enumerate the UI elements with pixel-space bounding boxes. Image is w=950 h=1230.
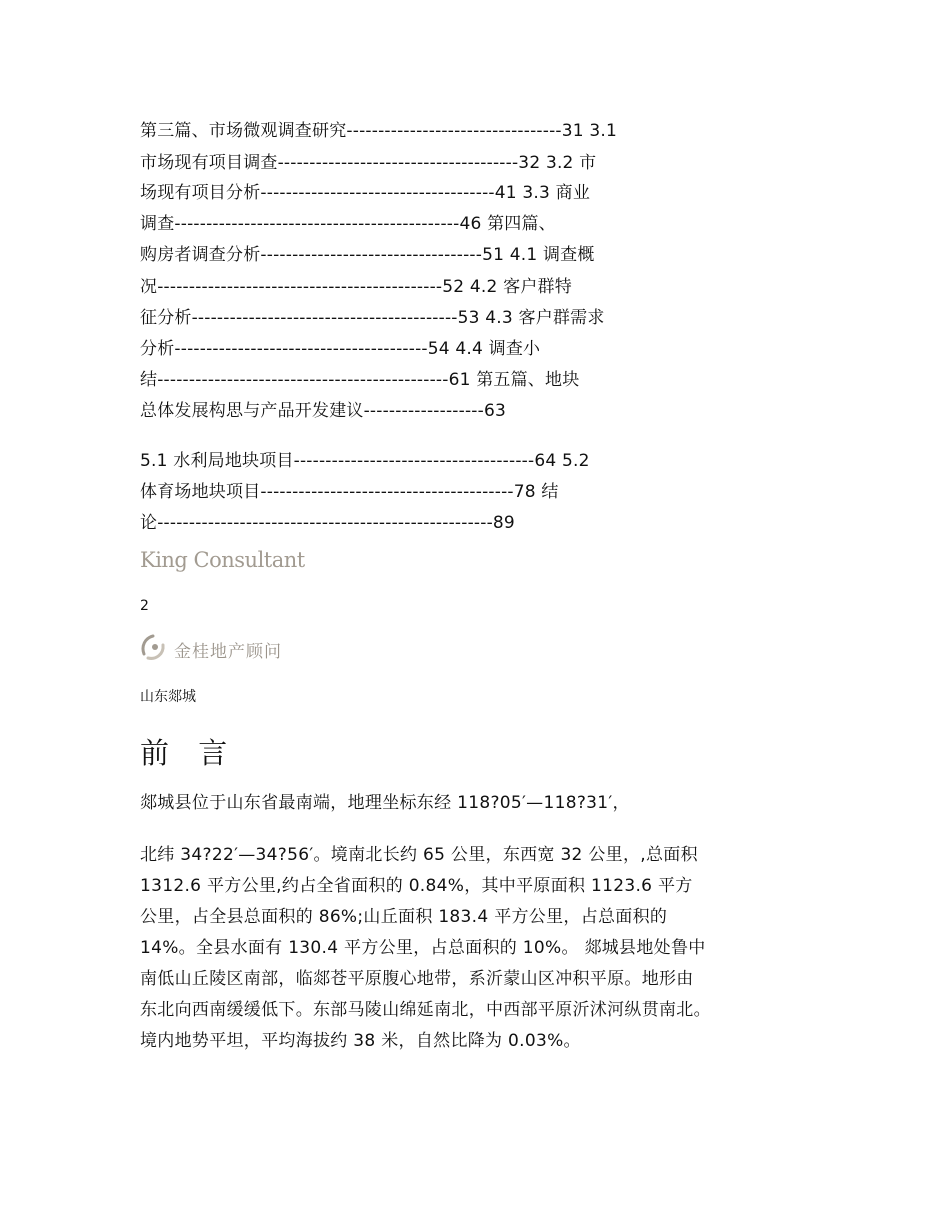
paragraph-line: 南低山丘陵区南部，临郯苍平原腹心地带，系沂蒙山区冲积平原。地形由 (140, 969, 694, 989)
toc-line: 征分析------------------------------------------53 4.3 客户群需求 (140, 308, 605, 328)
paragraph-line: 1312.6 平方公里,约占全省面积的 0.84%，其中平原面积 1123.6 平方 (140, 876, 693, 896)
paragraph-line: 14%。全县水面有 130.4 平方公里，占总面积的 10%。 郯城县地处鲁中 (140, 938, 706, 958)
toc-line: 场现有项目分析-------------------------------------41 3.3 商业 (140, 183, 591, 203)
page-number: 2 (140, 598, 149, 614)
section-heading: 前 言 (140, 736, 238, 770)
paragraph-line: 东北向西南缓缓低下。东部马陵山绵延南北，中西部平原沂沭河纵贯南北。 (140, 1000, 711, 1020)
toc-line: 体育场地块项目----------------------------------------78 结 (140, 482, 559, 502)
brand-logo-chinese (138, 632, 282, 666)
paragraph-line: 公里，占全县总面积的 86%;山丘面积 183.4 平方公里，占总面积的 (140, 907, 668, 927)
paragraph-line: 境内地势平坦，平均海拔约 38 米，自然比降为 0.03%。 (140, 1031, 581, 1051)
brand-name-chinese: 金桂地产顾问 (174, 641, 282, 662)
toc-line: 5.1 水利局地块项目--------------------------------------64 5.2 (140, 451, 590, 471)
toc-line: 调查---------------------------------------------46 第四篇、 (140, 214, 556, 234)
region-label: 山东郯城 (140, 689, 196, 705)
toc-line: 分析----------------------------------------54 4.4 调查小 (140, 339, 541, 359)
toc-line: 况---------------------------------------------52 4.2 客户群特 (140, 277, 572, 297)
toc-line: 结----------------------------------------------61 第五篇、地块 (140, 370, 580, 390)
brand-logo-english: King Consultant (140, 548, 305, 572)
brand-emblem-icon (138, 632, 168, 666)
toc-line: 总体发展构思与产品开发建议-------------------63 (140, 401, 506, 421)
toc-line: 市场现有项目调查--------------------------------------32 3.2 市 (140, 153, 597, 173)
toc-line: 论-----------------------------------------------------89 (140, 513, 515, 533)
toc-line: 第三篇、市场微观调查研究----------------------------------31 3.1 (140, 121, 618, 141)
toc-line: 购房者调查分析-----------------------------------51 4.1 调查概 (140, 245, 595, 265)
paragraph-line: 北纬 34?22′—34?56′。境南北长约 65 公里，东西宽 32 公里，,总面积 (140, 845, 698, 865)
paragraph-first-line: 郯城县位于山东省最南端，地理坐标东经 118?05′—118?31′， (140, 793, 630, 813)
